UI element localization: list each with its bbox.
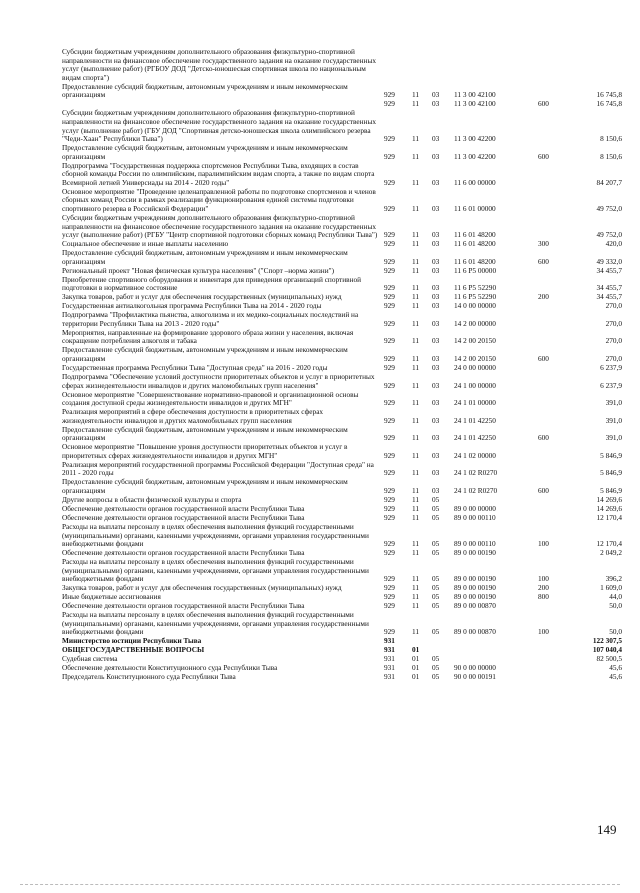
- cell-csr: 14 0 00 00000: [454, 301, 496, 311]
- cell-rz: 11: [412, 513, 420, 523]
- cell-ved: 929: [384, 592, 395, 602]
- cell-pr: 03: [432, 230, 440, 240]
- cell-ved: 929: [384, 354, 395, 364]
- cell-pr: 03: [432, 486, 440, 496]
- cell-rz: 11: [412, 283, 420, 293]
- cell-ved: 929: [384, 450, 395, 460]
- cell-sum: 12 170,4: [596, 539, 622, 549]
- cell-sum: 49 752,0: [596, 230, 622, 240]
- cell-vr: 600: [538, 99, 549, 109]
- cell-ved: 929: [384, 230, 395, 240]
- cell-ved: 929: [384, 99, 395, 109]
- cell-vr: 200: [538, 292, 549, 302]
- cell-vr: 600: [538, 256, 549, 266]
- cell-ved: 929: [384, 468, 395, 478]
- cell-name: Основное мероприятие "Совершенствование нормативно-правовой и организационной основы создания доступной среды жизнедеятельности инвалидов и других МГН": [62, 389, 359, 408]
- cell-pr: 03: [432, 398, 440, 408]
- cell-sum: 84 207,7: [596, 177, 622, 187]
- cell-pr: 05: [432, 592, 440, 602]
- cell-rz: 11: [412, 177, 420, 187]
- cell-sum: 6 237,9: [600, 380, 622, 390]
- cell-sum: 391,0: [605, 433, 622, 443]
- cell-csr: 89 0 00 00110: [454, 539, 496, 549]
- cell-rz: 11: [412, 292, 420, 302]
- cell-csr: 90 0 00 00000: [454, 663, 496, 673]
- cell-name: Обеспечение деятельности органов государственной власти Республики Тыва: [62, 548, 305, 558]
- cell-rz: 11: [412, 265, 420, 275]
- cell-pr: 03: [432, 433, 440, 443]
- table-row: [62, 408, 622, 425]
- cell-name: Обеспечение деятельности органов государственной власти Республики Тыва: [62, 504, 305, 514]
- cell-vr: 200: [538, 583, 549, 593]
- cell-pr: 03: [432, 380, 440, 390]
- table-row: [62, 162, 622, 188]
- cell-sum: 5 846,9: [600, 486, 622, 496]
- page-number: 149: [597, 822, 617, 837]
- table-row: [62, 426, 622, 443]
- cell-rz: 11: [412, 256, 420, 266]
- cell-name: ОБЩЕГОСУДАРСТВЕННЫЕ ВОПРОСЫ: [62, 645, 205, 655]
- cell-pr: 03: [432, 301, 440, 311]
- cell-rz: 11: [412, 486, 420, 496]
- cell-name: Предоставление субсидий бюджетным, автономным учреждениям и иным некоммерческим организациям: [62, 81, 348, 100]
- cell-csr: 11 6 01 00000: [454, 204, 496, 214]
- cell-name: Предоставление субсидий бюджетным, автономным учреждениям и иным некоммерческим организациям: [62, 477, 348, 496]
- cell-name: Иные бюджетные ассигнования: [62, 592, 161, 602]
- cell-ved: 929: [384, 283, 395, 293]
- table-row: [62, 443, 622, 460]
- cell-csr: 89 0 00 00870: [454, 601, 496, 611]
- cell-csr: 89 0 00 00190: [454, 592, 496, 602]
- cell-sum: 8 150,6: [600, 151, 622, 161]
- cell-csr: 11 6 P5 52290: [454, 292, 497, 302]
- cell-ved: 929: [384, 486, 395, 496]
- cell-ved: 929: [384, 627, 395, 637]
- cell-pr: 05: [432, 574, 440, 584]
- cell-sum: 270,0: [605, 336, 622, 346]
- cell-ved: 929: [384, 151, 395, 161]
- cell-sum: 391,0: [605, 398, 622, 408]
- cell-csr: 11 6 01 48200: [454, 239, 496, 249]
- cell-name: Расходы на выплаты персоналу в целях обеспечения выполнения функций государственными (муниципальными) органами, казенными учреждениями, органами управления государственными внебюджетными фондами: [62, 557, 369, 584]
- table-row: [62, 329, 622, 346]
- table-row: [62, 188, 622, 214]
- cell-csr: 11 3 00 42200: [454, 151, 496, 161]
- table-row: [62, 391, 622, 408]
- cell-sum: 49 752,0: [596, 204, 622, 214]
- cell-rz: 11: [412, 318, 420, 328]
- cell-rz: 11: [412, 204, 420, 214]
- cell-csr: 24 1 02 R0270: [454, 486, 498, 496]
- cell-name: Реализация мероприятий государственной программы Российской Федерации "Доступная среда" на 2011 - 2020 годы: [62, 459, 374, 478]
- cell-vr: 100: [538, 539, 549, 549]
- cell-name: Расходы на выплаты персоналу в целях обеспечения выполнения функций государственными (муниципальными) органами, казенными учреждениями, органами управления государственными внебюджетными фондами: [62, 610, 369, 637]
- cell-csr: 11 3 00 42100: [454, 99, 496, 109]
- cell-name: Министерство юстиции Республики Тыва: [62, 636, 202, 646]
- cell-name: Закупка товаров, работ и услуг для обеспечения государственных (муниципальных) нужд: [62, 292, 342, 302]
- table-row: [62, 461, 622, 478]
- cell-csr: 24 1 01 00000: [454, 398, 496, 408]
- cell-pr: 03: [432, 415, 440, 425]
- cell-sum: 107 040,4: [592, 645, 622, 655]
- cell-ved: 929: [384, 504, 395, 514]
- cell-pr: 03: [432, 336, 440, 346]
- cell-rz: 11: [412, 433, 420, 443]
- table-row: [62, 276, 622, 293]
- table-row: [62, 523, 622, 549]
- cell-pr: 03: [432, 265, 440, 275]
- cell-csr: 89 0 00 00190: [454, 548, 496, 558]
- cell-csr: 89 0 00 00870: [454, 627, 496, 637]
- cell-ved: 931: [384, 654, 395, 664]
- cell-sum: 45,6: [609, 672, 622, 682]
- cell-name: Подпрограмма "Профилактика пьянства, алкоголизма и их медико-социальных последствий на территории Республики Тыва на 2013 - 2020 годы": [62, 310, 359, 328]
- cell-pr: 05: [432, 548, 440, 558]
- cell-ved: 929: [384, 265, 395, 275]
- table-row: [62, 346, 622, 363]
- cell-ved: 929: [384, 513, 395, 523]
- cell-csr: 14 2 00 20150: [454, 336, 496, 346]
- cell-sum: 16 745,8: [596, 99, 622, 109]
- cell-pr: 05: [432, 627, 440, 637]
- cell-vr: 600: [538, 486, 549, 496]
- cell-sum: 14 269,6: [596, 495, 622, 505]
- cell-pr: 03: [432, 99, 440, 109]
- cell-name: Основное мероприятие "Проведение целенаправленной работы по подготовке спортсменов и членов сборных команд России в рамках реализации функционирования единой системы подготовки спортивного резерва в Российской Федерации": [62, 186, 376, 214]
- cell-vr: 600: [538, 151, 549, 161]
- cell-sum: 34 455,7: [596, 292, 622, 302]
- cell-pr: 03: [432, 450, 440, 460]
- cell-name: Государственная программа Республики Тыва "Доступная среда" на 2016 - 2020 годы: [62, 363, 328, 373]
- cell-ved: 929: [384, 433, 395, 443]
- cell-pr: 03: [432, 177, 440, 187]
- cell-name: Предоставление субсидий бюджетным, автономным учреждениям и иным некоммерческим организациям: [62, 248, 348, 266]
- cell-csr: 89 0 00 00000: [454, 504, 496, 514]
- cell-csr: 89 0 00 00110: [454, 513, 496, 523]
- cell-pr: 03: [432, 292, 440, 302]
- cell-sum: 44,0: [609, 592, 622, 602]
- cell-name: Приобретение спортивного оборудования и инвентаря для приведения организаций спортивной подготовки в нормативное состояние: [62, 274, 362, 293]
- cell-name: Субсидии бюджетным учреждениям дополнительного образования физкультурно-спортивной направленности на финансовое обеспечение государственного задания на оказание государственных услуг (выполнение работ) (РГБОУ ДОД "Детско-юношеская спортивная школа по национальным видам спорта"): [62, 47, 376, 82]
- cell-csr: 11 6 01 48200: [454, 256, 496, 266]
- cell-rz: 01: [412, 672, 420, 682]
- cell-pr: 03: [432, 256, 440, 266]
- table-row: [62, 48, 622, 82]
- table-row: [62, 249, 622, 266]
- cell-sum: 34 455,7: [596, 265, 622, 275]
- cell-ved: 929: [384, 415, 395, 425]
- cell-csr: 11 6 01 48200: [454, 230, 496, 240]
- cell-ved: 929: [384, 204, 395, 214]
- cell-pr: 05: [432, 504, 440, 514]
- cell-csr: 14 2 00 20150: [454, 354, 496, 364]
- cell-sum: 12 170,4: [596, 513, 622, 523]
- cell-name: Другие вопросы в области физической культуры и спорта: [62, 495, 242, 505]
- cell-ved: 929: [384, 301, 395, 311]
- cell-rz: 01: [412, 645, 420, 655]
- cell-sum: 391,0: [605, 415, 622, 425]
- cell-rz: 11: [412, 301, 420, 311]
- cell-name: Расходы на выплаты персоналу в целях обеспечения выполнения функций государственными (муниципальными) органами, казенными учреждениями, органами управления государственными внебюджетными фондами: [62, 522, 369, 549]
- cell-name: Предоставление субсидий бюджетным, автономным учреждениям и иным некоммерческим организациям: [62, 143, 348, 161]
- cell-sum: 50,0: [609, 627, 622, 637]
- cell-name: Мероприятия, направленные на формирование здорового образа жизни у населения, включая сокращение потребления алкоголя и табака: [62, 327, 354, 346]
- cell-csr: 11 3 00 42200: [454, 134, 496, 144]
- cell-ved: 929: [384, 380, 395, 390]
- cell-name: Обеспечение деятельности Конституционного суда Республики Тыва: [62, 663, 278, 673]
- cell-sum: 82 500,5: [596, 654, 622, 664]
- cell-csr: 90 0 00 00191: [454, 672, 496, 682]
- cell-ved: 929: [384, 336, 395, 346]
- cell-sum: 45,6: [609, 663, 622, 673]
- cell-sum: 2 049,2: [600, 548, 622, 558]
- cell-ved: 929: [384, 548, 395, 558]
- cell-ved: 929: [384, 256, 395, 266]
- cell-rz: 11: [412, 398, 420, 408]
- cell-name: Субсидии бюджетным учреждениям дополнительного образования физкультурно-спортивной направленности на финансовое обеспечение государственного задания на оказание государственных услуг (выполнение работ) (ГБУ ДОД "Спортивная детско-юношеская школа олимпийского резерва "Чеди-Хаан" Республики Тыва"): [62, 108, 376, 144]
- cell-rz: 11: [412, 592, 420, 602]
- cell-rz: 11: [412, 468, 420, 478]
- cell-sum: 14 269,6: [596, 504, 622, 514]
- cell-rz: 11: [412, 354, 420, 364]
- cell-name: Судебная система: [62, 654, 118, 664]
- cell-sum: 270,0: [605, 354, 622, 364]
- cell-name: Закупка товаров, работ и услуг для обеспечения государственных (муниципальных) нужд: [62, 583, 342, 593]
- cell-rz: 11: [412, 230, 420, 240]
- cell-csr: 11 3 00 42100: [454, 90, 496, 100]
- cell-pr: 05: [432, 654, 440, 664]
- cell-csr: 24 1 01 42250: [454, 415, 496, 425]
- cell-ved: 929: [384, 318, 395, 328]
- cell-sum: 270,0: [605, 318, 622, 328]
- cell-rz: 11: [412, 539, 420, 549]
- cell-pr: 05: [432, 539, 440, 549]
- cell-rz: 11: [412, 583, 420, 593]
- cell-rz: 11: [412, 450, 420, 460]
- cell-rz: 01: [412, 654, 420, 664]
- cell-name: Региональный проект "Новая физическая культура населения" ("Спорт –норма жизни"): [62, 265, 335, 275]
- cell-pr: 03: [432, 318, 440, 328]
- cell-ved: 929: [384, 90, 395, 100]
- cell-name: Подпрограмма "Обеспечение условий доступности приоритетных объектов и услуг в приоритетных сферах жизнедеятельности инвалидов и других маломобильных групп населения": [62, 372, 375, 390]
- cell-sum: 5 846,9: [600, 468, 622, 478]
- cell-ved: 929: [384, 583, 395, 593]
- cell-sum: 420,0: [605, 239, 622, 249]
- cell-name: Предоставление субсидий бюджетным, автономным учреждениям и иным некоммерческим организациям: [62, 424, 348, 443]
- cell-ved: 931: [384, 645, 395, 655]
- cell-rz: 11: [412, 151, 420, 161]
- cell-rz: 11: [412, 415, 420, 425]
- cell-pr: 05: [432, 495, 440, 505]
- cell-csr: 89 0 00 00190: [454, 583, 496, 593]
- cell-pr: 03: [432, 90, 440, 100]
- cell-pr: 03: [432, 204, 440, 214]
- table-row: [62, 214, 622, 240]
- cell-ved: 929: [384, 574, 395, 584]
- cell-ved: 931: [384, 636, 395, 646]
- cell-sum: 6 237,9: [600, 363, 622, 373]
- cell-rz: 11: [412, 601, 420, 611]
- cell-vr: 300: [538, 239, 549, 249]
- cell-rz: 11: [412, 99, 420, 109]
- cell-csr: 11 6 00 00000: [454, 177, 496, 187]
- table-row: [62, 83, 622, 100]
- cell-ved: 929: [384, 134, 395, 144]
- cell-pr: 03: [432, 239, 440, 249]
- cell-pr: 03: [432, 134, 440, 144]
- cell-rz: 11: [412, 363, 420, 373]
- cell-name: Обеспечение деятельности органов государственной власти Республики Тыва: [62, 601, 305, 611]
- cell-vr: 600: [538, 354, 549, 364]
- cell-rz: 11: [412, 90, 420, 100]
- cell-sum: 34 455,7: [596, 283, 622, 293]
- cell-ved: 931: [384, 663, 395, 673]
- cell-pr: 03: [432, 468, 440, 478]
- cell-vr: 800: [538, 592, 549, 602]
- cell-rz: 01: [412, 663, 420, 673]
- table-row: [62, 646, 622, 655]
- cell-ved: 929: [384, 363, 395, 373]
- cell-pr: 05: [432, 513, 440, 523]
- cell-ved: 929: [384, 601, 395, 611]
- cell-sum: 270,0: [605, 301, 622, 311]
- cell-pr: 05: [432, 663, 440, 673]
- table-row: [62, 144, 622, 161]
- cell-vr: 100: [538, 574, 549, 584]
- cell-name: Реализация мероприятий в сфере обеспечения доступности в приоритетных сферах жизнедеятельности инвалидов и других маломобильных групп населения: [62, 407, 324, 425]
- cell-csr: 11 6 P5 52290: [454, 283, 497, 293]
- table-row: [62, 478, 622, 495]
- table-row: [62, 311, 622, 328]
- cell-ved: 929: [384, 398, 395, 408]
- cell-sum: 49 332,0: [596, 256, 622, 266]
- cell-pr: 05: [432, 672, 440, 682]
- cell-rz: 11: [412, 504, 420, 514]
- cell-rz: 11: [412, 239, 420, 249]
- cell-pr: 03: [432, 354, 440, 364]
- budget-table: [62, 48, 622, 682]
- cell-csr: 24 1 02 R0270: [454, 468, 498, 478]
- cell-sum: 16 745,8: [596, 90, 622, 100]
- cell-rz: 11: [412, 336, 420, 346]
- cell-sum: 122 307,5: [592, 636, 622, 646]
- cell-sum: 8 150,6: [600, 134, 622, 144]
- cell-name: Основное мероприятие "Повышение уровня доступности приоритетных объектов и услуг в приоритетных сферах жизнедеятельности инвалидов и других МГН": [62, 442, 348, 460]
- cell-pr: 05: [432, 583, 440, 593]
- cell-ved: 929: [384, 292, 395, 302]
- cell-ved: 929: [384, 239, 395, 249]
- cell-name: Субсидии бюджетным учреждениям дополнительного образования физкультурно-спортивной направленности на финансовое обеспечение государственного задания на оказание государственных услуг (выполнение работ) (РГБУ "Центр спортивной подготовки сборных команд Республики Тыва"): [62, 213, 378, 240]
- cell-ved: 929: [384, 495, 395, 505]
- table-row: [62, 611, 622, 637]
- cell-rz: 11: [412, 627, 420, 637]
- cell-rz: 11: [412, 495, 420, 505]
- cell-name: Государственная антиалкогольная программа Республики Тыва на 2014 - 2020 годы: [62, 301, 322, 311]
- cell-name: Обеспечение деятельности органов государственной власти Республики Тыва: [62, 513, 305, 523]
- cell-csr: 24 1 01 42250: [454, 433, 496, 443]
- cell-rz: 11: [412, 380, 420, 390]
- cell-ved: 929: [384, 539, 395, 549]
- table-row: [62, 558, 622, 584]
- cell-vr: 100: [538, 627, 549, 637]
- cell-pr: 05: [432, 601, 440, 611]
- cell-name: Подпрограмма "Государственная поддержка спортсменов Республики Тыва, входящих в состав сборной команды России по олимпийским, паралимпийским видам спорта, а также по видам спорта Всемирной летней Универсиады на 2014 - 2020 годы": [62, 160, 375, 187]
- table-row: [62, 373, 622, 390]
- cell-pr: 03: [432, 283, 440, 293]
- cell-sum: 50,0: [609, 601, 622, 611]
- cell-pr: 03: [432, 151, 440, 161]
- cell-vr: 600: [538, 433, 549, 443]
- cell-name: Социальное обеспечение и иные выплаты населению: [62, 239, 229, 249]
- cell-name: Предоставление субсидий бюджетным, автономным учреждениям и иным некоммерческим организациям: [62, 345, 348, 364]
- cell-sum: 396,2: [605, 574, 622, 584]
- table-row: [62, 673, 622, 682]
- cell-csr: 24 1 00 00000: [454, 380, 496, 390]
- cell-csr: 14 2 00 00000: [454, 318, 496, 328]
- cell-sum: 1 609,0: [600, 583, 622, 593]
- scan-edge-line: [20, 884, 620, 885]
- cell-rz: 11: [412, 548, 420, 558]
- cell-csr: 89 0 00 00190: [454, 574, 496, 584]
- table-row: [62, 109, 622, 143]
- cell-pr: 03: [432, 363, 440, 373]
- cell-csr: 24 0 00 00000: [454, 363, 496, 373]
- cell-csr: 24 1 02 00000: [454, 450, 496, 460]
- cell-name: Председатель Конституционного суда Республики Тыва: [62, 672, 236, 682]
- cell-ved: 929: [384, 177, 395, 187]
- cell-csr: 11 6 P5 00000: [454, 265, 497, 275]
- cell-rz: 11: [412, 574, 420, 584]
- cell-sum: 5 846,9: [600, 450, 622, 460]
- cell-ved: 931: [384, 672, 395, 682]
- cell-rz: 11: [412, 134, 420, 144]
